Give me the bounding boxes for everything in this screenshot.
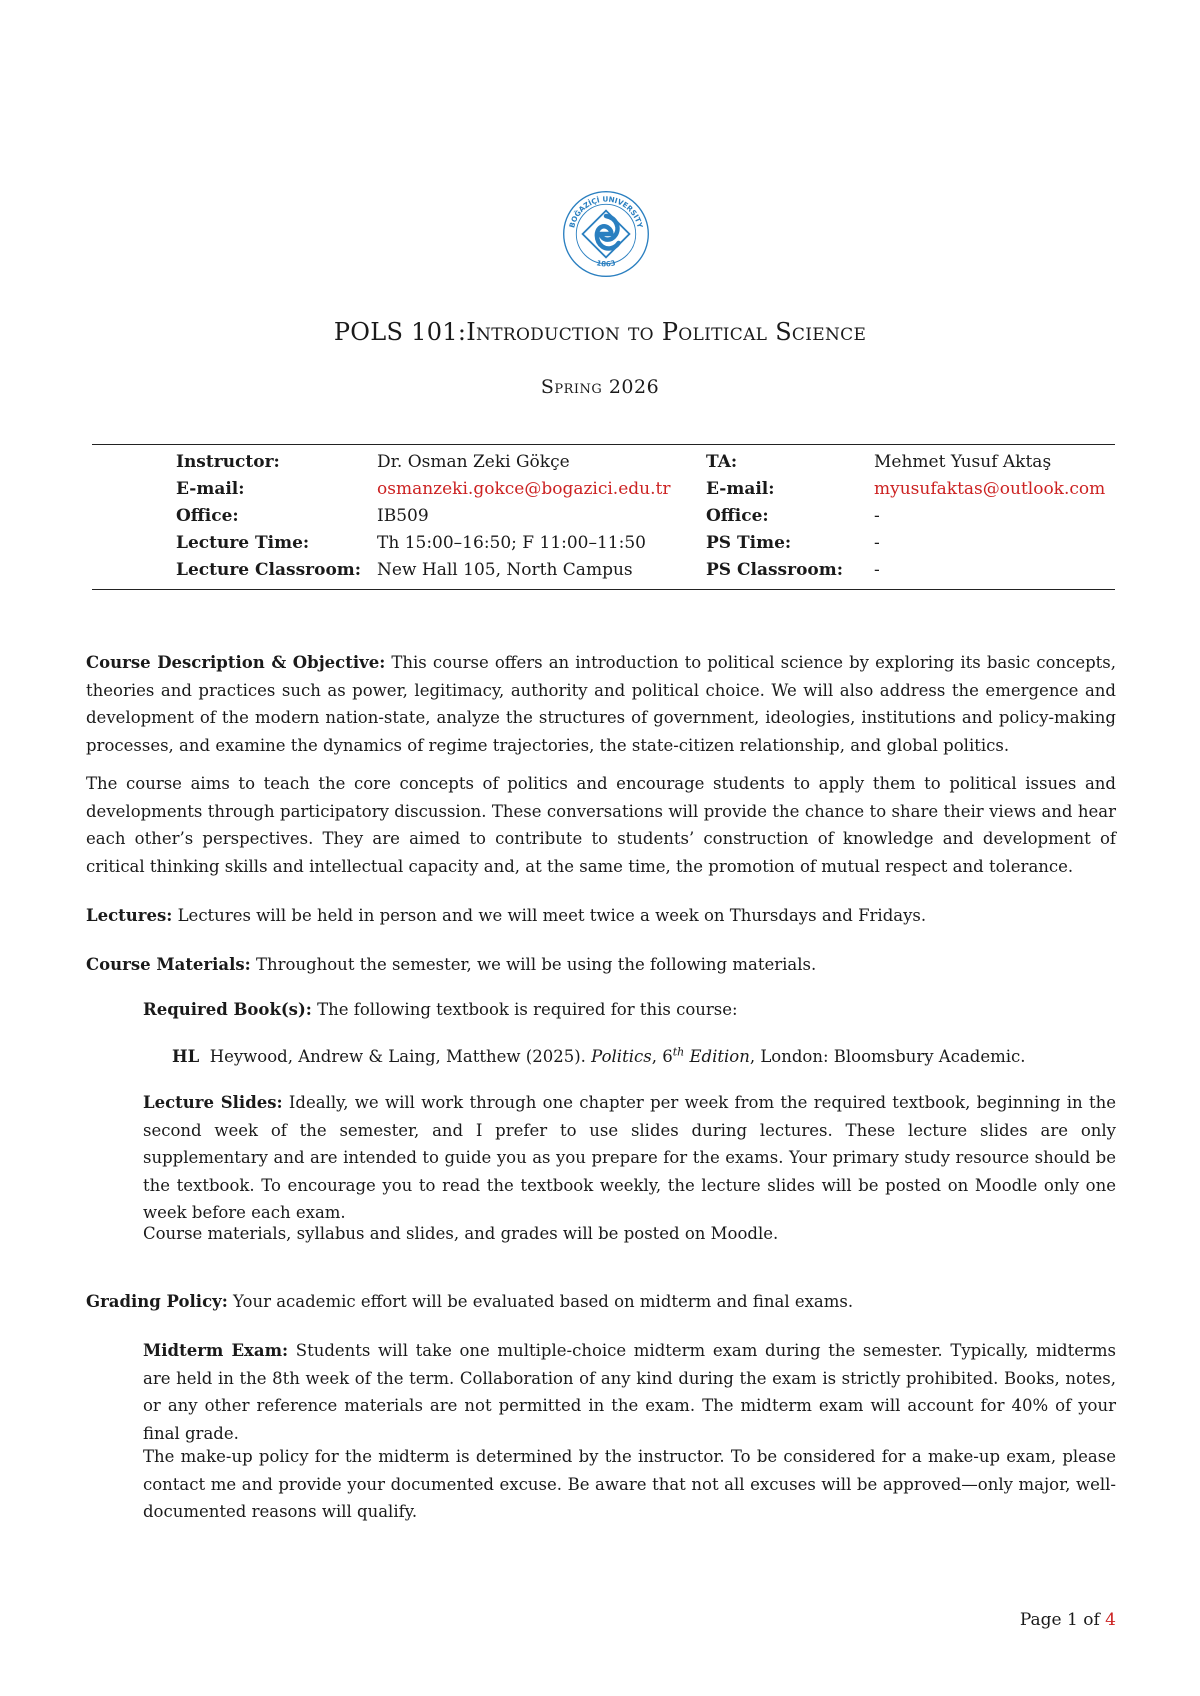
instructor-value: Dr. Osman Zeki Gökçe <box>377 452 570 472</box>
info-row <box>92 506 1115 533</box>
ps-time-value: - <box>874 533 880 553</box>
midterm-exam-paragraph <box>143 1337 1116 1447</box>
lecture-time-value: Th 15:00–16:50; F 11:00–11:50 <box>377 533 646 553</box>
required-books-text: The following textbook is required for this course: <box>317 1000 738 1019</box>
instructor-email-label: E-mail: <box>176 479 245 499</box>
lecture-time-label: Lecture Time: <box>176 533 310 553</box>
lectures-text: Lectures will be held in person and we will meet twice a week on Thursdays and Fridays. <box>177 906 927 925</box>
lectures-label: Lectures: <box>86 906 173 925</box>
ta-office-label: Office: <box>706 506 769 526</box>
lectures-paragraph <box>86 902 1116 930</box>
ps-time-label: PS Time: <box>706 533 792 553</box>
page-number-prefix: Page 1 of <box>1019 1610 1106 1630</box>
lecture-classroom-label: Lecture Classroom: <box>176 560 362 580</box>
midterm-exam-label: Midterm Exam: <box>143 1341 289 1360</box>
lecture-slides-paragraph <box>143 1089 1116 1227</box>
moodle-note: Course materials, syllabus and slides, and grades will be posted on Moodle. <box>143 1224 779 1243</box>
lecture-classroom-value: New Hall 105, North Campus <box>377 560 633 580</box>
lecture-slides-text: Ideally, we will work through one chapter per week from the required textbook, beginning in the second week of the semester, and I prefer to use slides during lectures. These lecture slides are only supplementary and are intended to guide you as you prepare for the exams. Your primary study resource should be the textbook. To encourage you to read the textbook weekly, the lecture slides will be posted on Moodle only one week before each exam. <box>143 1093 1116 1222</box>
textbook-edition-suffix: th <box>672 1045 685 1059</box>
textbook-authors: Heywood, Andrew & Laing, Matthew (2025). <box>209 1047 586 1066</box>
ta-value: Mehmet Yusuf Aktaş <box>874 452 1052 472</box>
ta-office-value: - <box>874 506 880 526</box>
course-description <box>86 649 1116 759</box>
grading-policy-text: Your academic effort will be evaluated based on midterm and final exams. <box>233 1292 854 1311</box>
ps-classroom-value: - <box>874 560 880 580</box>
lecture-slides-label: Lecture Slides: <box>143 1093 283 1112</box>
term-subtitle: Spring 2026 <box>540 376 660 398</box>
university-seal-icon <box>561 189 651 279</box>
office-value: IB509 <box>377 506 429 526</box>
course-description-text: This course offers an introduction to political science by exploring its basic concepts, theories and practices such as power, legitimacy, authority and political choice. We will also address the emergence and development of the modern nation-state, analyze the structures of government, ideologies, institutions and policy-making processes, and examine the dynamics of regime trajectories, the state-citizen relationship, and global politics. <box>86 653 1117 755</box>
course-info-table <box>92 444 1115 590</box>
grading-policy-label: Grading Policy: <box>86 1292 228 1311</box>
ta-label: TA: <box>706 452 738 472</box>
required-books-label: Required Book(s): <box>143 1000 312 1019</box>
page-title: POLS 101:Introduction to Political Science <box>333 318 867 346</box>
seal-arc-text-top: BOĞAZİÇİ UNIVERSITY <box>567 194 645 229</box>
course-aims: The course aims to teach the core concepts of politics and encourage students to apply them to political issues and developments through participatory discussion. These conversations will provide the chance to share their views and hear each other’s perspectives. They are aimed to contribute to students’ construction of knowledge and development of critical thinking skills and intellectual capacity and, at the same time, the promotion of mutual respect and tolerance. <box>86 774 1116 876</box>
grading-policy-paragraph <box>86 1288 1116 1316</box>
textbook-publisher: , London: Bloomsbury Academic. <box>749 1047 1026 1066</box>
office-label: Office: <box>176 506 239 526</box>
textbook-edition-number: 6 <box>662 1047 673 1066</box>
midterm-exam-text: Students will take one multiple-choice midterm exam during the semester. Typically, midterms are held in the 8th week of the term. Collaboration of any kind during the exam is strictly prohibited. Books, notes, or any other reference materials are not permitted in the exam. The midterm exam will account for 40% of your final grade. <box>143 1341 1117 1443</box>
course-materials-label: Course Materials: <box>86 955 251 974</box>
course-materials-paragraph <box>86 951 1116 979</box>
required-books-paragraph <box>143 996 1116 1024</box>
info-row <box>92 560 1115 587</box>
page-number <box>980 1610 1116 1630</box>
seal-arc-text-bottom: 1863 <box>595 258 617 269</box>
page-total-link[interactable]: 4 <box>1105 1610 1116 1630</box>
ta-email-label: E-mail: <box>706 479 775 499</box>
ta-email-link[interactable]: myusufaktas@outlook.com <box>874 479 1106 499</box>
svg-text:1863 <box>596 258 617 268</box>
textbook-reference: HL Heywood, Andrew & Laing, Matthew (2025). Politics, 6th Edition, London: Bloomsbury Academic. <box>172 1045 1026 1066</box>
textbook-edition-word: Edition <box>689 1047 750 1066</box>
ps-classroom-label: PS Classroom: <box>706 560 844 580</box>
textbook-code: HL <box>172 1047 200 1066</box>
info-row <box>92 479 1115 506</box>
makeup-policy-paragraph: The make-up policy for the midterm is determined by the instructor. To be considered for a make-up exam, please contact me and provide your documented excuse. Be aware that not all excuses will be approved—only major, well-documented reasons will qualify. <box>143 1447 1116 1521</box>
textbook-title: Politics <box>591 1047 652 1066</box>
course-materials-text: Throughout the semester, we will be using the following materials. <box>255 955 817 974</box>
instructor-label: Instructor: <box>176 452 280 472</box>
info-row <box>92 533 1115 560</box>
info-row <box>92 452 1115 479</box>
instructor-email-link[interactable]: osmanzeki.gokce@bogazici.edu.tr <box>377 479 671 499</box>
course-description-label: Course Description & Objective: <box>86 653 386 672</box>
